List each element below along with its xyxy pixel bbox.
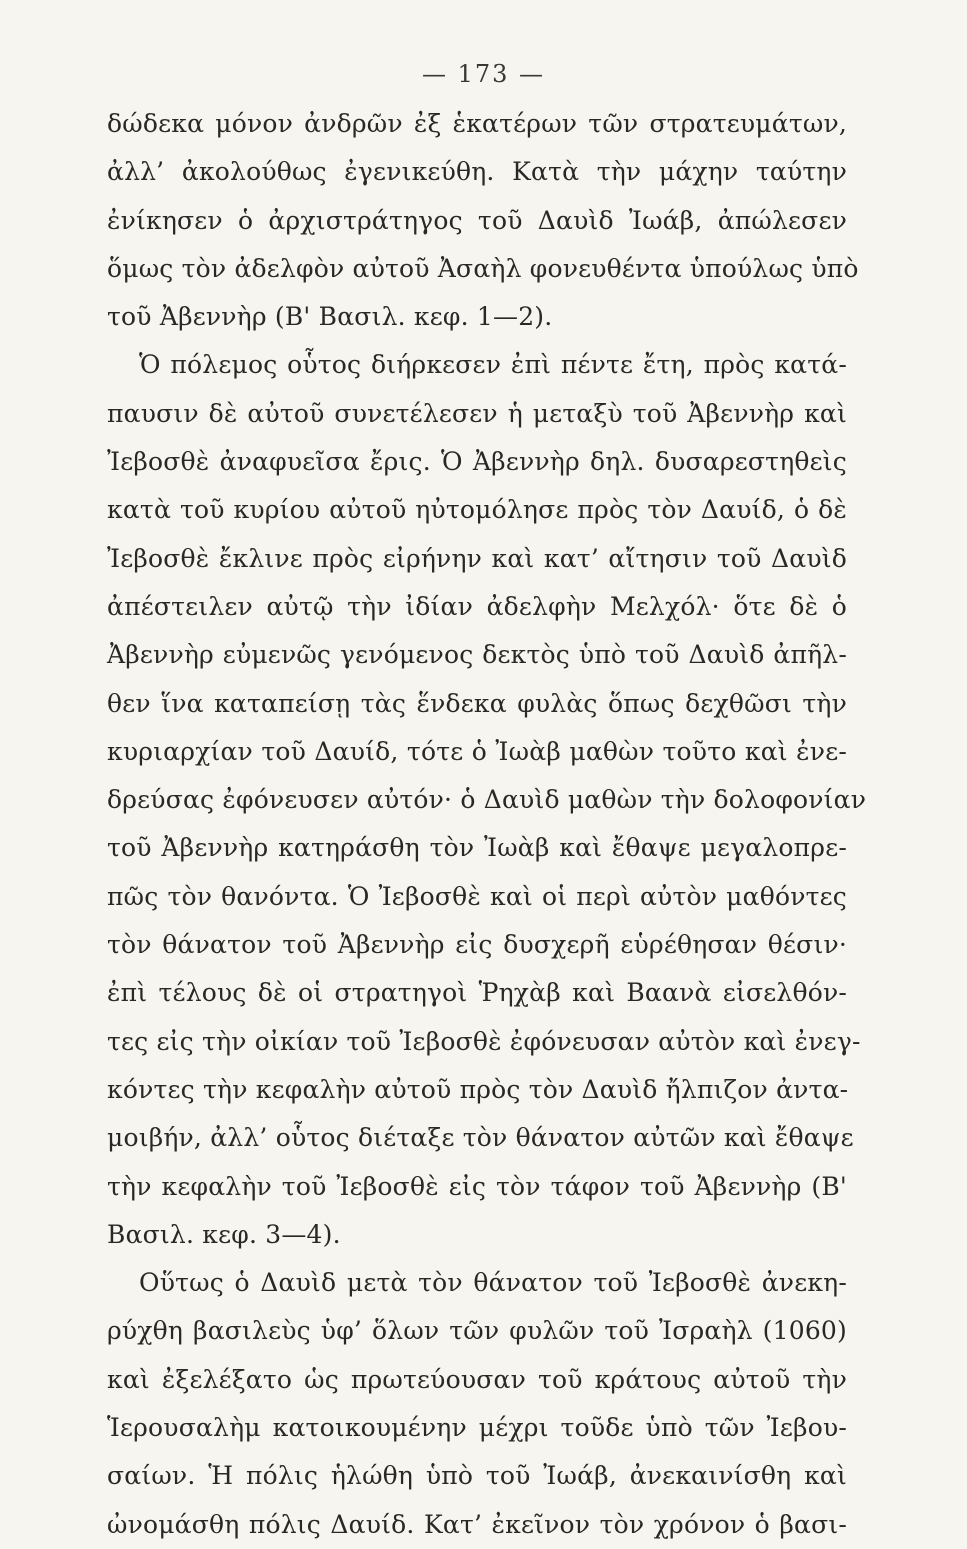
text-line: πῶς τὸν θανόντα. Ὁ Ἰεβοσθὲ καὶ οἱ περὶ αὐτὸν μαθόντες <box>107 881 847 911</box>
text-line: μοιβήν, ἀλλ’ οὗτος διέταξε τὸν θάνατον αὐτῶν καὶ ἔθαψε <box>107 1123 854 1153</box>
text-line: τὸν θάνατον τοῦ Ἀβεννὴρ εἰς δυσχερῆ εὑρέθησαν θέσιν· <box>107 930 847 960</box>
text-line: ἐνίκησεν ὁ ἀρχιστράτηγος τοῦ Δαυὶδ Ἰωάβ, ἀπώλεσεν <box>107 205 847 235</box>
text-line: Ἰεβοσθὲ ἀναφυεῖσα ἔρις. Ὁ Ἀβεννὴρ δηλ. δυσαρεστηθεὶς <box>107 447 847 477</box>
text-line: τοῦ Ἀβεννὴρ κατηράσθη τὸν Ἰωὰβ καὶ ἔθαψε μεγαλοπρε- <box>107 833 847 863</box>
text-line: δώδεκα μόνον ἀνδρῶν ἐξ ἑκατέρων τῶν στρατευμάτων, <box>107 109 847 138</box>
text-line: κόντες τὴν κεφαλὴν αὐτοῦ πρὸς τὸν Δαυὶδ ἤλπιζον ἀντα- <box>107 1074 849 1104</box>
page-number: — 173 — <box>421 60 546 88</box>
text-line: παυσιν δὲ αὐτοῦ συνετέλεσεν ἡ μεταξὺ τοῦ Ἀβεννὴρ καὶ <box>107 398 847 428</box>
text-line: κατὰ τοῦ κυρίου αὐτοῦ ηὐτομόλησε πρὸς τὸν Δαυίδ, ὁ δὲ <box>107 495 847 525</box>
text-line: θεν ἵνα καταπείσῃ τὰς ἕνδεκα φυλὰς ὅπως δεχθῶσι τὴν <box>107 688 847 718</box>
text-line: τὴν κεφαλὴν τοῦ Ἰεβοσθὲ εἰς τὸν τάφον τοῦ Ἀβεννὴρ (Β' <box>107 1171 847 1201</box>
text-line: σαίων. Ἡ πόλις ἡλώθη ὑπὸ τοῦ Ἰωάβ, ἀνεκαινίσθη καὶ <box>107 1461 847 1491</box>
text-line: τες εἰς τὴν οἰκίαν τοῦ Ἰεβοσθὲ ἐφόνευσαν αὐτὸν καὶ ἐνεγ- <box>107 1026 861 1056</box>
paragraph-start-line: Ὁ πόλεμος οὗτος διήρκεσεν ἐπὶ πέντε ἔτη, πρὸς κατά- <box>139 350 847 380</box>
text-line: ἐπὶ τέλους δὲ οἱ στρατηγοὶ Ῥηχὰβ καὶ Βαανὰ εἰσελθόν- <box>107 978 847 1008</box>
body-text <box>107 100 867 1549</box>
text-line: Ἱερουσαλὴμ κατοικουμένην μέχρι τοῦδε ὑπὸ τῶν Ἰεβου- <box>107 1413 847 1443</box>
text-line: τοῦ Ἀβεννὴρ (Β' Βασιλ. κεφ. 1—2). <box>107 302 553 332</box>
text-line: Βασιλ. κεφ. 3—4). <box>107 1219 341 1249</box>
text-line: Ἰεβοσθὲ ἔκλινε πρὸς εἰρήνην καὶ κατ’ αἴτησιν τοῦ Δαυὶδ <box>107 543 847 573</box>
text-line: ὅμως τὸν ἀδελφὸν αὐτοῦ Ἀσαὴλ φονευθέντα ὑπούλως ὑπὸ <box>107 253 859 283</box>
text-line: ἀπέστειλεν αὐτῷ τὴν ἰδίαν ἀδελφὴν Μελχόλ· ὅτε δὲ ὁ <box>107 591 847 621</box>
text-line: καὶ ἐξελέξατο ὡς πρωτεύουσαν τοῦ κράτους αὐτοῦ τὴν <box>107 1364 847 1394</box>
text-line: ἀλλ’ ἀκολούθως ἐγενικεύθη. Κατὰ τὴν μάχην ταύτην <box>107 157 847 187</box>
text-line: Ἀβεννὴρ εὐμενῶς γενόμενος δεκτὸς ὑπὸ τοῦ Δαυὶδ ἀπῆλ- <box>107 640 847 670</box>
text-line: δρεύσας ἐφόνευσεν αὐτόν· ὁ Δαυὶδ μαθὼν τὴν δολοφονίαν <box>107 785 867 815</box>
paragraph-start-line: Οὕτως ὁ Δαυὶδ μετὰ τὸν θάνατον τοῦ Ἰεβοσθὲ ἀνεκη- <box>139 1268 847 1298</box>
text-line: ὠνομάσθη πόλις Δαυίδ. Κατ’ ἐκεῖνον τὸν χρόνον ὁ βασι- <box>107 1509 847 1539</box>
text-line: ρύχθη βασιλεὺς ὑφ’ ὅλων τῶν φυλῶν τοῦ Ἰσραὴλ (1060) <box>107 1316 847 1346</box>
text-line: κυριαρχίαν τοῦ Δαυίδ, τότε ὁ Ἰωὰβ μαθὼν τοῦτο καὶ ἐνε- <box>107 736 847 766</box>
